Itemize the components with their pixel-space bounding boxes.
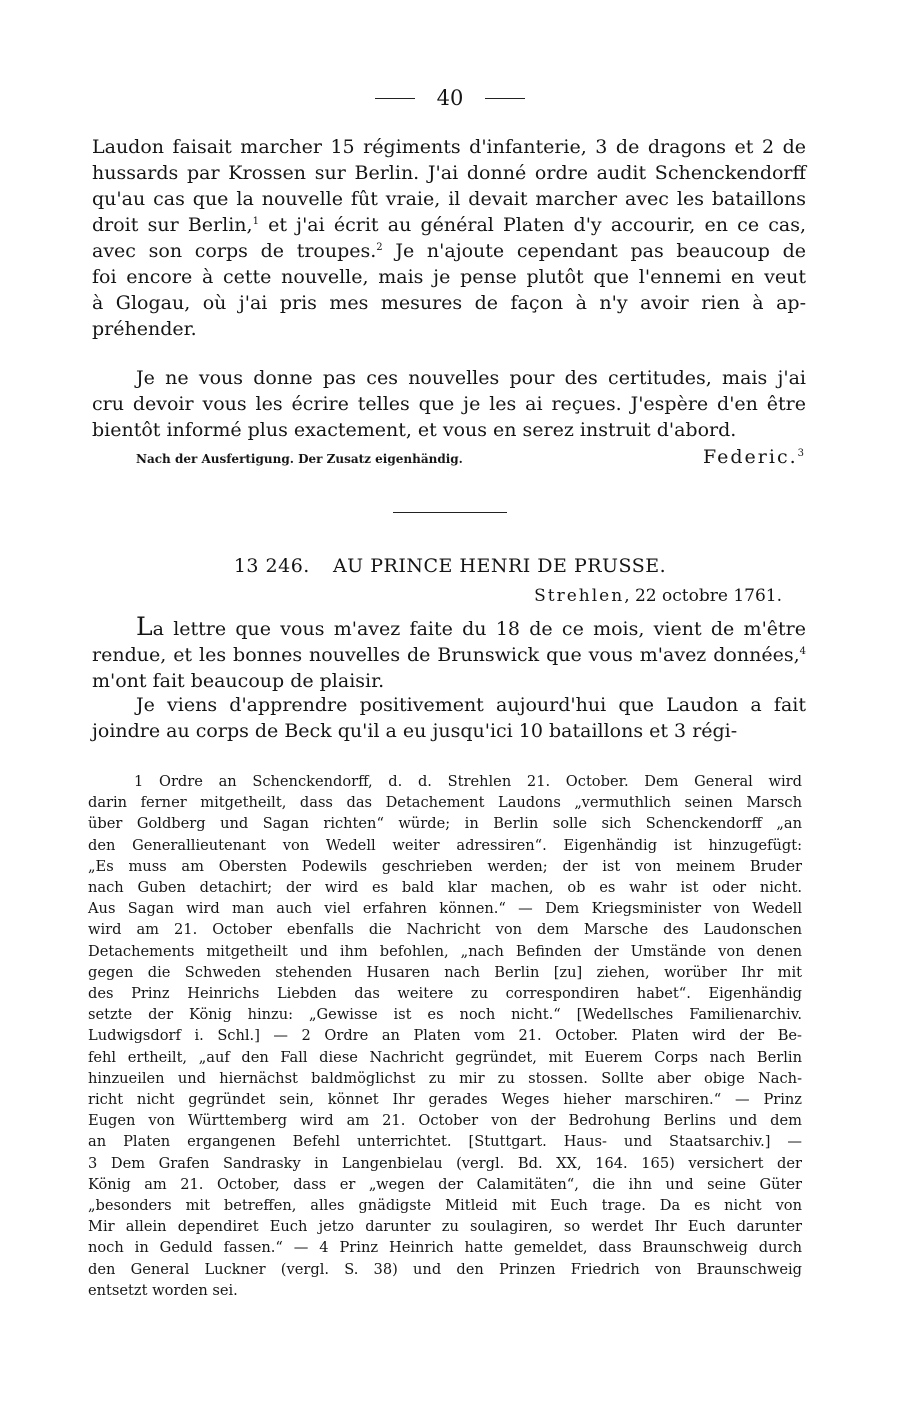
text-line: droit sur Berlin,$^1$ et j'ai écrit au général Platen d'y accourir, en ce cas, xyxy=(92,214,807,236)
text-line: qu'au cas que la nouvelle fût vraie, il devait marcher avec les bataillons xyxy=(92,188,806,210)
header-rule-left xyxy=(375,98,415,99)
date-text: , 22 octobre 1761. xyxy=(624,586,782,606)
footnote-ref: 4 xyxy=(799,646,806,657)
footnote-line: hinzueilen und hiernächst baldmöglichst zu mir zu stossen. Sollte aber obige Nach- xyxy=(88,1069,802,1087)
section-divider xyxy=(393,512,507,513)
footnote-line: „besonders mit betreffen, alles gnädigste Mitleid mit Euch trage. Da es nicht von xyxy=(88,1197,802,1215)
signature-text: Federic. xyxy=(702,446,798,468)
footnote-line: wird am 21. October ebenfalls die Nachricht von dem Marsche des Laudonschen xyxy=(88,921,802,939)
footnote-line: Ludwigsdorf i. Schl.] — 2 Ordre an Platen vom 21. October. Platen wird der Be- xyxy=(88,1027,802,1045)
footnote-line: „Es muss am Obersten Podewils geschrieben werden; der ist von meinem Bruder xyxy=(88,857,802,875)
footnote-line: entsetzt worden sei. xyxy=(88,1281,238,1299)
letter-heading xyxy=(0,555,900,577)
text-line: rendue, et les bonnes nouvelles de Brunswick que vous m'avez données,$^4$ xyxy=(92,644,806,666)
signature xyxy=(703,446,806,468)
footnote-line: fehl ertheilt, „auf den Fall diese Nachricht gegründet, mit Euerem Corps nach Berlin xyxy=(88,1048,802,1066)
dateline xyxy=(534,586,782,606)
footnote-line: 1 Ordre an Schenckendorff, d. d. Strehlen 21. October. Dem General wird xyxy=(134,773,802,790)
closing-row xyxy=(136,446,806,468)
continued-letter-paragraph-2 xyxy=(92,365,806,443)
initial-letter: L xyxy=(136,612,153,641)
footnote-line: nach Guben detachirt; der wird es bald klar machen, ob es wahr ist oder nicht. xyxy=(88,879,802,897)
text-line: cru devoir vous les écrire telles que je les ai reçues. J'espère d'en être xyxy=(92,393,806,415)
letter-recipient: AU PRINCE HENRI DE PRUSSE. xyxy=(332,555,667,577)
footnote-line: noch in Geduld fassen.“ — 4 Prinz Heinrich hatte gemeldet, dass Braunschweig durch xyxy=(88,1239,802,1257)
text-line: à Glogau, où j'ai pris mes mesures de façon à n'y avoir rien à ap- xyxy=(92,292,806,314)
footnote-ref: 1 xyxy=(252,216,259,227)
text-line: foi encore à cette nouvelle, mais je pense plutôt que l'ennemi en veut xyxy=(92,266,806,288)
footnote-line: Detachements mitgetheilt und ihm befohlen, „nach Befinden der Umstände von denen xyxy=(88,942,802,960)
footnotes xyxy=(88,771,802,1301)
footnote-line: den General Luckner (vergl. S. 38) und den Prinzen Friedrich von Braunschweig xyxy=(88,1260,802,1278)
footnote-line: 3 Dem Grafen Sandrasky in Langenbielau (vergl. Bd. XX, 164. 165) versichert der xyxy=(88,1154,802,1172)
text-line: Je ne vous donne pas ces nouvelles pour des certitudes, mais j'ai xyxy=(136,367,806,389)
footnote-line: über Goldberg und Sagan richten“ würde; in Berlin solle sich Schenckendorff „an xyxy=(88,815,802,833)
page-header xyxy=(0,86,900,110)
text-line: m'ont fait beaucoup de plaisir. xyxy=(92,670,385,692)
text-line: joindre au corps de Beck qu'il a eu jusqu'ici 10 bataillons et 3 régi- xyxy=(92,720,738,742)
text-line: hussards par Krossen sur Berlin. J'ai donné ordre audit Schenckendorff xyxy=(92,162,806,184)
letter-number: 13 246. xyxy=(233,555,310,577)
footnote-line: den Generallieutenant von Wedell weiter adressiren“. Eigenhändig ist hinzugefügt: xyxy=(88,836,802,854)
date-place: Strehlen xyxy=(534,586,625,606)
footnote-line: gegen die Schweden stehenden Husaren nach Berlin [zu] ziehen, worüber Ihr mit xyxy=(88,963,802,981)
text-line: bientôt informé plus exactement, et vous en serez instruit d'abord. xyxy=(92,419,737,441)
continued-letter-paragraph-1 xyxy=(92,134,806,342)
signature-footnote-ref: 3 xyxy=(797,448,806,459)
footnote-line: König am 21. October, dass er „wegen der Calamitäten“, die ihn und seine Güter xyxy=(88,1175,802,1193)
footnote-line: des Prinz Heinrichs Liebden das weitere zu correspondiren habet“. Eigenhändig xyxy=(88,985,802,1003)
source-note: Nach der Ausfertigung. Der Zusatz eigenhändig. xyxy=(136,452,463,466)
footnote-line: richt nicht gegründet sein, könnet Ihr gerades Weges hieher marschiren.“ — Prinz xyxy=(88,1091,802,1109)
page-number: 40 xyxy=(436,86,464,110)
footnote-line: Eugen von Württemberg wird am 21. October von der Bedrohung Berlins und dem xyxy=(88,1112,802,1130)
text-line: Je viens d'apprendre positivement aujourd'hui que Laudon a fait xyxy=(136,694,806,716)
letter-paragraph-1 xyxy=(92,614,806,694)
footnote-ref: 2 xyxy=(376,242,383,253)
text-line: La lettre que vous m'avez faite du 18 de ce mois, vient de m'être xyxy=(136,612,806,641)
footnote-line: an Platen ergangenen Befehl unterrichtet. [Stuttgart. Haus- und Staatsarchiv.] — xyxy=(88,1133,802,1151)
text-line: avec son corps de troupes.$^2$ Je n'ajoute cependant pas beaucoup de xyxy=(92,240,806,262)
text-line: préhender. xyxy=(92,318,197,340)
footnote-line: darin ferner mitgetheilt, dass das Detachement Laudons „vermuthlich seinen Marsch xyxy=(88,794,802,812)
footnote-line: Aus Sagan wird man auch viel erfahren können.“ — Dem Kriegsminister von Wedell xyxy=(88,900,802,918)
text-line: Laudon faisait marcher 15 régiments d'infanterie, 3 de dragons et 2 de xyxy=(92,136,806,158)
footnote-line: setzte der König hinzu: „Gewisse ist es noch nicht.“ [Wedellsches Familienarchiv. xyxy=(88,1006,802,1024)
footnote-line: Mir allein dependiret Euch jetzo darunter zu soulagiren, so werdet Ihr Euch darunter xyxy=(88,1218,802,1236)
header-rule-right xyxy=(485,98,525,99)
letter-paragraph-2 xyxy=(92,692,806,744)
